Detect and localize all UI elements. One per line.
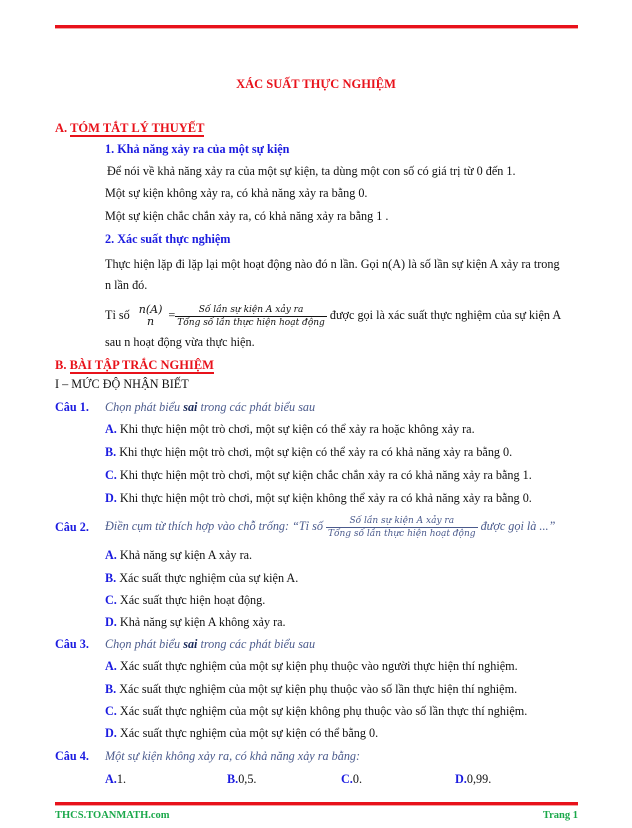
- option-c: [105, 592, 265, 608]
- option-letter: B.: [105, 682, 117, 696]
- paragraph: Một sự kiện không xảy ra, có khả năng xảy ra bằng 0.: [105, 186, 368, 200]
- option-letter: D.: [455, 772, 467, 786]
- section-prefix: B.: [55, 358, 70, 372]
- paragraph: sau n hoạt động vừa thực hiện.: [105, 335, 255, 349]
- option-c: [341, 771, 362, 787]
- fraction-definition: [175, 304, 327, 329]
- option-text: Khi thực hiện một trò chơi, một sự kiện có thể xảy ra hoặc không xảy ra.: [119, 422, 475, 436]
- question-label: Câu 1.: [55, 400, 89, 414]
- option-text: 0,99.: [466, 772, 492, 786]
- option-letter: A.: [105, 422, 117, 436]
- q-text: Chọn phát biểu: [105, 637, 184, 651]
- option-text: Khi thực hiện một trò chơi, một sự kiện không thể xảy ra có khả năng xảy ra bằng 0.: [119, 491, 532, 505]
- option-letter: A.: [105, 659, 117, 673]
- option-text: Xác suất thực nghiệm của một sự kiện có thể bằng 0.: [119, 726, 379, 740]
- fraction-numerator: n(A): [138, 303, 163, 317]
- option-d: [105, 725, 378, 741]
- option-b: [105, 681, 517, 697]
- q-text: Chọn phát biểu: [105, 400, 184, 414]
- section-prefix: A.: [55, 121, 71, 135]
- ratio-definition: Tỉ số n(A) n = $\frac{\text{Số lần sự kiện A xảy ra}}{\text{Tổng số lần thực hiện hoạt động}}$ được gọi là xác suất thực nghiệm của sự kiện A: [105, 303, 562, 329]
- option-text: Xác suất thực nghiệm của một sự kiện phụ thuộc vào số lần thực hiện thí nghiệm.: [119, 682, 518, 696]
- fraction-nA-over-n: [137, 304, 165, 328]
- ratio-prefix: Tỉ số: [105, 308, 130, 322]
- paragraph: Thực hiện lặp đi lặp lại một hoạt động nào đó n lần. Gọi n(A) là số lần sự kiện A xảy ra trong: [105, 257, 560, 271]
- q-text: trong các phát biểu sau: [197, 400, 316, 414]
- fraction-numerator: Số lần sự kiện A xảy ra: [198, 304, 304, 315]
- option-letter: C.: [341, 772, 353, 786]
- option-d: [455, 771, 491, 787]
- option-text: Xác suất thực hiện hoạt động.: [119, 593, 266, 607]
- footer-rule: [55, 802, 578, 805]
- option-text: Xác suất thực nghiệm của sự kiện A.: [119, 571, 299, 585]
- question-label: Câu 4.: [55, 749, 89, 763]
- page-title: XÁC SUẤT THỰC NGHIỆM: [236, 77, 396, 91]
- paragraph: Một sự kiện chắc chắn xảy ra, có khả năng xảy ra bằng 1 .: [105, 209, 389, 223]
- fraction-denominator: Tổng số lần thực hiện hoạt động: [177, 317, 325, 328]
- option-b: [105, 570, 298, 586]
- option-text: Xác suất thực nghiệm của một sự kiện không phụ thuộc vào số lần thực thí nghiệm.: [119, 704, 528, 718]
- fraction-denominator: n: [147, 315, 155, 329]
- option-text: 0,5.: [238, 772, 257, 786]
- option-b: [227, 771, 256, 787]
- question-fraction: [326, 515, 478, 540]
- option-letter: B.: [105, 571, 117, 585]
- fraction-denominator: Tổng số lần thực hiện hoạt động: [328, 528, 476, 539]
- option-text: 1.: [116, 772, 126, 786]
- q-emphasis: sai: [183, 400, 198, 414]
- level-heading: I – MỨC ĐỘ NHẬN BIẾT: [55, 377, 189, 391]
- option-letter: A.: [105, 772, 117, 786]
- option-letter: C.: [105, 468, 117, 482]
- option-text: Khi thực hiện một trò chơi, một sự kiện chắc chắn xảy ra có khả năng xảy ra bằng 1.: [119, 468, 532, 482]
- option-a: [105, 547, 252, 563]
- footer-page-number: Trang 1: [542, 810, 578, 821]
- subheading-2: 2. Xác suất thực nghiệm: [105, 232, 231, 246]
- option-letter: B.: [227, 772, 239, 786]
- subheading-1: 1. Khả năng xảy ra của một sự kiện: [105, 142, 290, 156]
- question-label: Câu 3.: [55, 637, 89, 651]
- option-text: Khi thực hiện một trò chơi, một sự kiện có thể xảy ra có khả năng xảy ra bằng 0.: [119, 445, 513, 459]
- q-emphasis: sai: [183, 637, 198, 651]
- option-letter: D.: [105, 615, 117, 629]
- option-text: Khả năng sự kiện A không xảy ra.: [119, 615, 286, 629]
- paragraph: n lần đó.: [105, 278, 148, 292]
- q-text: trong các phát biểu sau: [197, 637, 316, 651]
- question-text: Một sự kiện không xảy ra, có khả năng xảy ra bằng:: [105, 749, 361, 763]
- option-letter: C.: [105, 593, 117, 607]
- option-letter: D.: [105, 726, 117, 740]
- option-b: [105, 444, 512, 460]
- question-label: Câu 2.: [55, 520, 89, 534]
- option-a: [105, 421, 475, 437]
- option-letter: B.: [105, 445, 117, 459]
- q-text: Điền cụm từ thích hợp vào chỗ trống: “Tỉ số: [105, 519, 323, 533]
- q-text: được gọi là ...”: [480, 519, 556, 533]
- option-letter: A.: [105, 548, 117, 562]
- option-text: 0.: [352, 772, 362, 786]
- option-a: [105, 771, 126, 787]
- fraction-numerator: Số lần sự kiện A xảy ra: [349, 515, 455, 526]
- option-text: Khả năng sự kiện A xảy ra.: [119, 548, 253, 562]
- question-text: [105, 636, 315, 652]
- header-rule: [55, 25, 578, 28]
- option-c: [105, 467, 532, 483]
- option-text: Xác suất thực nghiệm của một sự kiện phụ thuộc vào người thực hiện thí nghiệm.: [119, 659, 518, 673]
- ratio-suffix: được gọi là xác suất thực nghiệm của sự kiện A: [329, 308, 562, 322]
- option-letter: C.: [105, 704, 117, 718]
- question-text: [105, 511, 555, 541]
- option-d: [105, 614, 286, 630]
- option-a: [105, 658, 518, 674]
- section-a-heading: [55, 120, 204, 136]
- section-b-heading: [55, 357, 214, 373]
- paragraph: Để nói về khả năng xảy ra của một sự kiện, ta dùng một con số có giá trị từ 0 đến 1.: [107, 164, 516, 178]
- section-label: TÓM TẮT LÝ THUYẾT: [70, 121, 205, 135]
- option-c: [105, 703, 527, 719]
- option-d: [105, 490, 532, 506]
- option-letter: D.: [105, 491, 117, 505]
- section-label: BÀI TẬP TRẮC NGHIỆM: [69, 358, 214, 372]
- question-text: [105, 399, 315, 415]
- footer-site-link[interactable]: THCS.TOANMATH.com: [55, 810, 170, 821]
